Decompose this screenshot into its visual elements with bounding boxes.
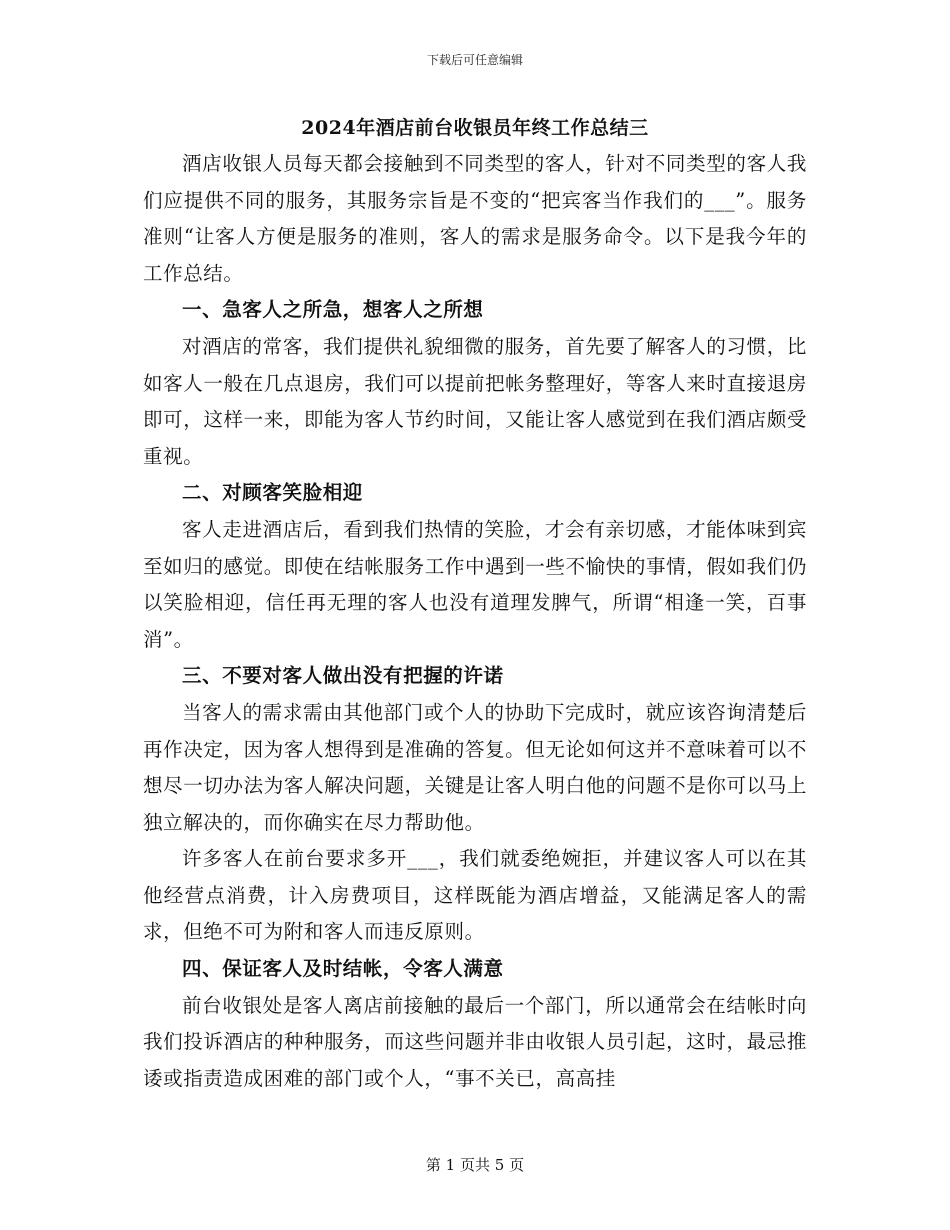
document-body [143, 110, 807, 1097]
page-footer: 第 1 页共 5 页 [425, 1156, 525, 1174]
section-4-paragraph: 前台收银处是客人离店前接触的最后一个部门，所以通常会在结帐时向我们投诉酒店的种种服务，而这些问题并非由收银人员引起，这时，最忌推诿或指责造成困难的部门或个人，“事不关已，高高挂 [143, 993, 807, 1090]
section-3-paragraph-1: 当客人的需求需由其他部门或个人的协助下完成时，就应该咨询清楚后再作决定，因为客人想得到是准确的答复。但无论如何这并不意味着可以不想尽一切办法为客人解决问题，关键是让客人明白他的问题不是你可以马上独立解决的，而你确实在尽力帮助他。 [143, 700, 807, 834]
page-header: 下载后可任意编辑 [426, 53, 523, 67]
section-3-heading: 三、不要对客人做出没有把握的许诺 [182, 664, 504, 688]
section-1-paragraph: 对酒店的常客，我们提供礼貌细微的服务，首先要了解客人的习惯，比如客人一般在几点退房，我们可以提前把帐务整理好，等客人来时直接退房即可，这样一来，即能为客人节约时间，又能让客人感觉到在我们酒店颇受重视。 [143, 334, 807, 468]
document-title: 2024年酒店前台收银员年终工作总结三 [301, 117, 649, 139]
intro-paragraph: 酒店收银人员每天都会接触到不同类型的客人，针对不同类型的客人我们应提供不同的服务，其服务宗旨是不变的“把宾客当作我们的___”。服务准则“让客人方便是服务的准则，客人的需求是服务命令。以下是我今年的工作总结。 [143, 152, 807, 285]
section-3-paragraph-2: 许多客人在前台要求多开___，我们就委绝婉拒，并建议客人可以在其他经营点消费，计入房费项目，这样既能为酒店增益，又能满足客人的需求，但绝不可为附和客人而违反原则。 [143, 847, 807, 944]
section-2-paragraph: 客人走进酒店后，看到我们热情的笑脸，才会有亲切感，才能体味到宾至如归的感觉。即使在结帐服务工作中遇到一些不愉快的事情，假如我们仍以笑脸相迎，信任再无理的客人也没有道理发脾气，所谓“相逢一笑，百事消”。 [143, 517, 807, 651]
section-2-heading: 二、对顾客笑脸相迎 [182, 481, 363, 505]
section-4-heading: 四、保证客人及时结帐，令客人满意 [182, 957, 504, 981]
section-1-heading: 一、急客人之所急，想客人之所想 [182, 298, 484, 322]
